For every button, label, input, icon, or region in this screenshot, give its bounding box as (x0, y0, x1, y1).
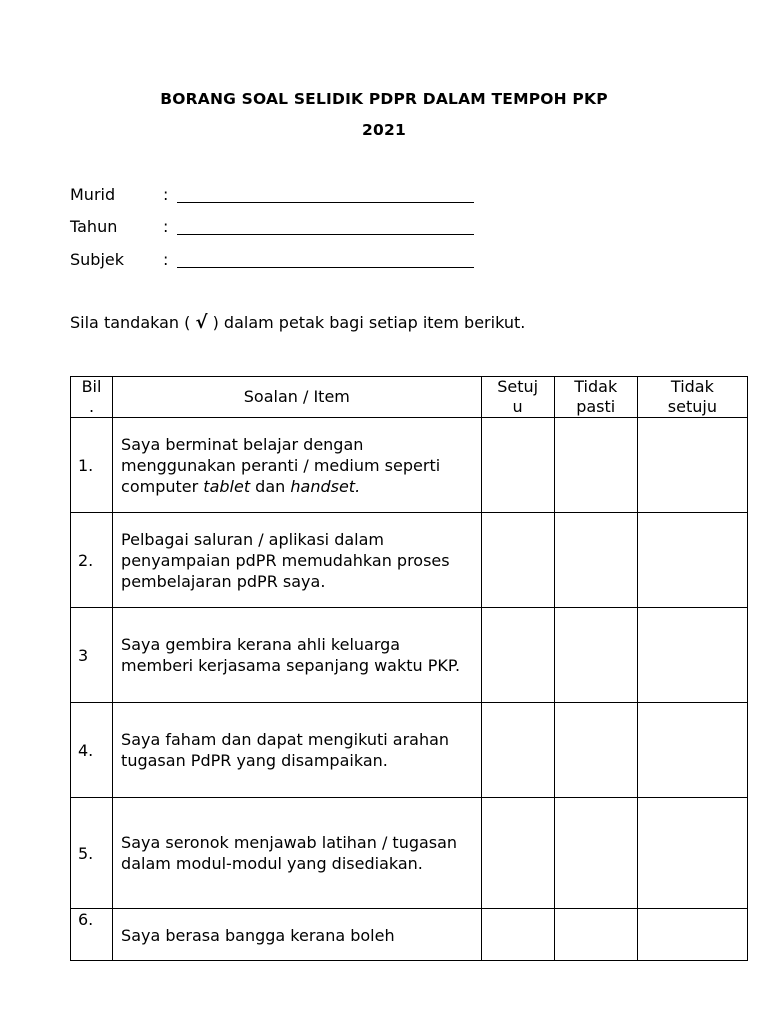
checkbox-cell-tidak-setuju[interactable] (637, 909, 747, 961)
checkbox-cell-tidak-setuju[interactable] (637, 703, 747, 798)
row-number: 1. (71, 418, 113, 513)
header-bil: Bil . (71, 377, 113, 418)
table-row (71, 418, 748, 513)
field-label-subjek: Subjek (70, 250, 125, 269)
subjek-input-line[interactable] (177, 249, 474, 268)
row-item-text: Pelbagai saluran / aplikasi dalam penyampaian pdPR memudahkan proses pembelajaran pdPR saya. (113, 513, 482, 608)
checkbox-cell-setuju[interactable] (481, 513, 554, 608)
header-tidak-pasti: Tidak pasti (554, 377, 637, 418)
checkbox-cell-setuju[interactable] (481, 909, 554, 961)
row-item-text: Saya berasa bangga kerana boleh (113, 909, 482, 961)
instruction-text (70, 312, 525, 333)
header-item: Soalan / Item (113, 377, 482, 418)
checkbox-cell-tidak-pasti[interactable] (554, 418, 637, 513)
field-label-tahun: Tahun (70, 217, 118, 236)
row-number: 6. (71, 909, 113, 961)
row-item-text: Saya faham dan dapat mengikuti arahan tugasan PdPR yang disampaikan. (113, 703, 482, 798)
table-row (71, 703, 748, 798)
checkbox-cell-tidak-pasti[interactable] (554, 798, 637, 909)
row-number: 3 (71, 608, 113, 703)
checkbox-cell-tidak-pasti[interactable] (554, 513, 637, 608)
tahun-input-line[interactable] (177, 216, 474, 235)
instruction-before: Sila tandakan ( (70, 313, 191, 332)
field-colon: : (163, 185, 169, 204)
checkbox-cell-setuju[interactable] (481, 418, 554, 513)
row-number: 2. (71, 513, 113, 608)
field-label-murid: Murid (70, 185, 116, 204)
row-item-text: Saya berminat belajar dengan menggunakan peranti / medium seperti computer tablet dan handset. (113, 418, 482, 513)
checkbox-cell-tidak-pasti[interactable] (554, 909, 637, 961)
field-subjek (70, 249, 474, 271)
checkbox-cell-tidak-pasti[interactable] (554, 608, 637, 703)
checkbox-cell-setuju[interactable] (481, 608, 554, 703)
row-item-text: Saya gembira kerana ahli keluarga memberi kerjasama sepanjang waktu PKP. (113, 608, 482, 703)
field-colon: : (163, 217, 169, 236)
checkbox-cell-tidak-setuju[interactable] (637, 418, 747, 513)
field-murid (70, 184, 474, 206)
header-tidak-setuju: Tidak setuju (637, 377, 747, 418)
table-row (71, 909, 748, 961)
checkbox-cell-setuju[interactable] (481, 798, 554, 909)
checkbox-cell-tidak-pasti[interactable] (554, 703, 637, 798)
table-header-row (71, 377, 748, 418)
row-number: 5. (71, 798, 113, 909)
checkbox-cell-tidak-setuju[interactable] (637, 513, 747, 608)
checkbox-cell-setuju[interactable] (481, 703, 554, 798)
checkbox-cell-tidak-setuju[interactable] (637, 608, 747, 703)
form-title: BORANG SOAL SELIDIK PDPR DALAM TEMPOH PKP (160, 90, 608, 108)
field-tahun (70, 216, 474, 238)
table-row (71, 798, 748, 909)
form-year: 2021 (362, 121, 406, 139)
instruction-after: ) dalam petak bagi setiap item berikut. (212, 313, 526, 332)
row-number: 4. (71, 703, 113, 798)
murid-input-line[interactable] (177, 184, 474, 203)
row-item-text: Saya seronok menjawab latihan / tugasan dalam modul-modul yang disediakan. (113, 798, 482, 909)
field-colon: : (163, 250, 169, 269)
survey-table (70, 376, 748, 961)
header-setuju: Setuj u (481, 377, 554, 418)
table-row (71, 608, 748, 703)
table-row (71, 513, 748, 608)
checkbox-cell-tidak-setuju[interactable] (637, 798, 747, 909)
checkmark-icon: √ (195, 312, 208, 333)
